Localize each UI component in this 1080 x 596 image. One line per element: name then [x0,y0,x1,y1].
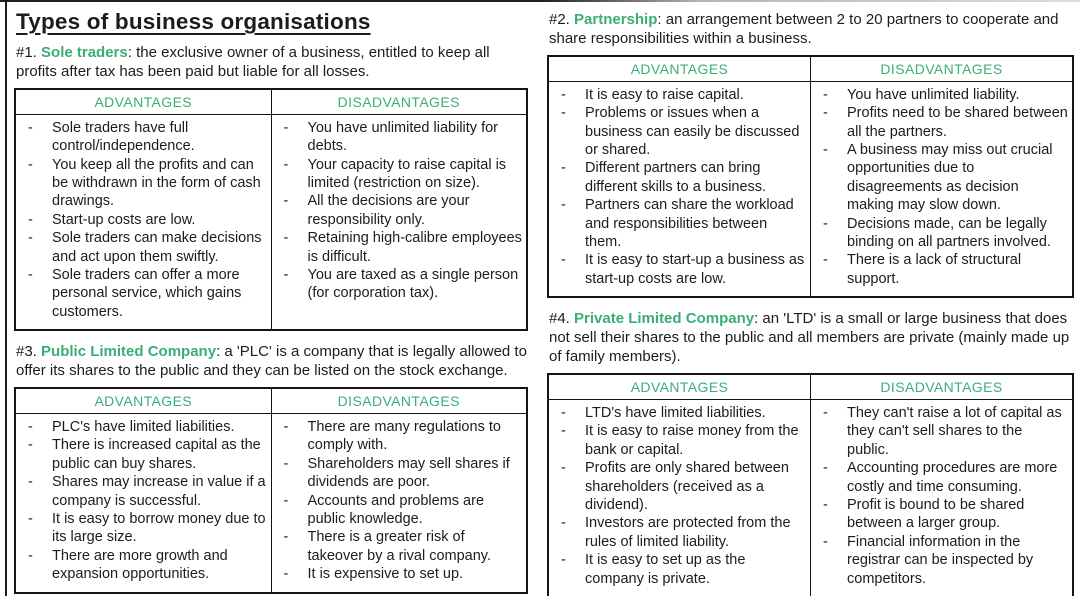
disadvantages-cell [811,81,1074,297]
list-item: - Profits need to be shared between all the partners. [811,104,1068,141]
list-item: - Shares may increase in value if a company is successful. [16,473,267,510]
list-item: - Decisions made, can be legally binding on all partners involved. [811,215,1068,252]
list-item: - Start-up costs are low. [16,211,267,229]
advantages-cell [548,399,811,596]
section-description: : an 'LTD' is a small or large business that does not sell their shares to the public and all members are private (mainly made up of family members). [549,310,1070,366]
disadvantages-list [811,86,1068,288]
list-item: - You are taxed as a single person (for corporation tax). [272,266,523,303]
list-item: - All the decisions are your responsibility only. [272,192,523,229]
list-item: - You have unlimited liability for debts. [272,119,523,156]
advantages-list [549,86,806,288]
disadvantages-list [811,404,1068,588]
list-item: - Your capacity to raise capital is limited (restriction on size). [272,156,523,193]
disadvantages-cell [271,414,527,593]
list-item: - It is easy to raise capital. [549,86,806,104]
page-top-border [0,0,1080,2]
disadvantages-list [272,418,523,584]
list-item: - It is expensive to set up. [272,565,523,583]
advantages-cell [15,114,271,330]
section-keyword: Private Limited Company [574,310,755,328]
sole-traders-table [14,88,528,331]
section-number: #3. [16,343,37,361]
list-item: - A business may miss out crucial opportunities due to disagreements as decision making may slow down. [811,141,1068,215]
list-item: - It is easy to raise money from the bank or capital. [549,422,806,459]
advantages-list [549,404,806,588]
advantages-header: ADVANTAGES [15,388,271,414]
disadvantages-cell [271,114,527,330]
list-item: - Accounts and problems are public knowledge. [272,492,523,529]
disadvantages-list [272,119,523,303]
list-item: - There is increased capital as the public can buy shares. [16,436,267,473]
list-item: - Profits are only shared between shareholders (received as a dividend). [549,459,806,514]
list-item: - LTD's have limited liabilities. [549,404,806,422]
list-item: - You keep all the profits and can be withdrawn in the form of cash drawings. [16,156,267,211]
disadvantages-header: DISADVANTAGES [811,56,1074,82]
right-column [547,0,1074,596]
plc-table [14,387,528,594]
advantages-cell [548,81,811,297]
list-item: - Sole traders can make decisions and act upon them swiftly. [16,229,267,266]
section-keyword: Partnership [574,11,658,28]
advantages-list [16,119,267,321]
section-description: : the exclusive owner of a business, entitled to keep all profits after tax has been paid but liable for all losses. [16,44,490,80]
section-keyword: Public Limited Company [41,343,217,361]
disadvantages-header: DISADVANTAGES [811,374,1074,400]
page-left-border [5,0,7,596]
section-keyword: Sole traders [41,44,128,61]
list-item: - Sole traders can offer a more personal service, which gains customers. [16,266,267,321]
page-title: Types of business organisations [16,9,371,34]
section-description: : an arrangement between 2 to 20 partners to cooperate and share responsibilities within a business. [549,11,1059,47]
list-item: - Problems or issues when a business can easily be discussed or shared. [549,104,806,159]
section-ltd-intro [549,310,1074,367]
left-column [14,0,528,596]
section-number: #1. [16,44,37,61]
list-item: - There are more growth and expansion opportunities. [16,547,267,584]
section-number: #2. [549,11,570,28]
advantages-header: ADVANTAGES [548,56,811,82]
list-item: - There is a lack of structural support. [811,251,1068,288]
advantages-cell [15,414,271,593]
list-item: - Accounting procedures are more costly and time consuming. [811,459,1068,496]
disadvantages-header: DISADVANTAGES [271,89,527,115]
list-item: - There are many regulations to comply with. [272,418,523,455]
section-plc-intro [16,343,528,381]
list-item: - Shareholders may sell shares if dividends are poor. [272,455,523,492]
section-number: #4. [549,310,570,328]
disadvantages-cell [811,399,1074,596]
ltd-table [547,373,1074,596]
list-item: - You have unlimited liability. [811,86,1068,104]
list-item: - Different partners can bring different skills to a business. [549,159,806,196]
list-item: - There is a greater risk of takeover by a rival company. [272,528,523,565]
section-sole-traders-intro [16,44,528,82]
list-item: - It is easy to borrow money due to its large size. [16,510,267,547]
disadvantages-header: DISADVANTAGES [271,388,527,414]
list-item: - It is easy to set up as the company is private. [549,551,806,588]
list-item: - Partners can share the workload and responsibilities between them. [549,196,806,251]
list-item: - They can't raise a lot of capital as they can't sell shares to the public. [811,404,1068,459]
list-item: - Investors are protected from the rules of limited liability. [549,514,806,551]
list-item: - Retaining high-calibre employees is difficult. [272,229,523,266]
section-description: : a 'PLC' is a company that is legally allowed to offer its shares to the public and they can be listed on the stock exchange. [16,343,527,380]
list-item: - Financial information in the registrar can be inspected by competitors. [811,533,1068,588]
advantages-list [16,418,267,584]
section-partnership-intro [549,11,1074,49]
advantages-header: ADVANTAGES [548,374,811,400]
list-item: - PLC's have limited liabilities. [16,418,267,436]
partnership-table [547,55,1074,298]
list-item: - It is easy to start-up a business as start-up costs are low. [549,251,806,288]
list-item: - Profit is bound to be shared between a larger group. [811,496,1068,533]
advantages-header: ADVANTAGES [15,89,271,115]
list-item: - Sole traders have full control/independence. [16,119,267,156]
